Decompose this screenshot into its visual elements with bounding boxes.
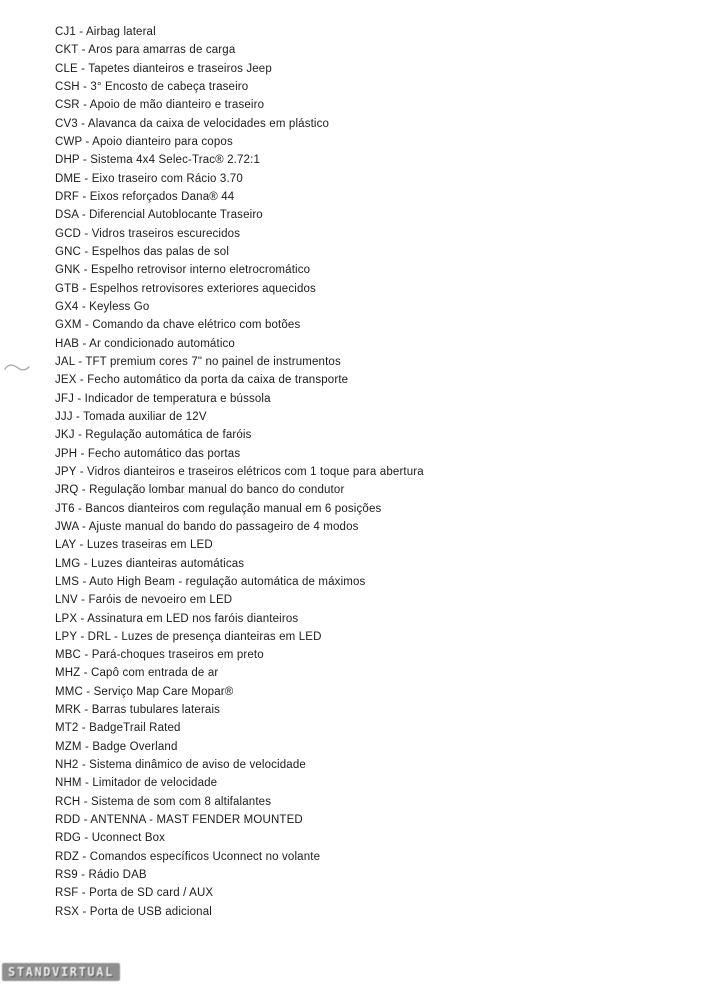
option-description: Vidros dianteiros e traseiros elétricos com 1 toque para abertura [87, 465, 424, 478]
list-item [55, 536, 697, 554]
list-item [55, 96, 697, 114]
list-item [55, 646, 697, 664]
separator: - [79, 190, 90, 203]
option-description: Diferencial Autoblocante Traseiro [89, 209, 263, 222]
option-code: JAL [55, 355, 75, 368]
option-description: Capô com entrada de ar [91, 667, 219, 680]
option-description: DRL - Luzes de presença dianteiras em LED [87, 630, 322, 643]
separator: - [74, 355, 86, 368]
list-item [55, 353, 697, 371]
list-item [55, 518, 697, 536]
list-item [55, 408, 697, 426]
option-description: Luzes traseiras em LED [86, 539, 213, 552]
separator: - [78, 209, 90, 222]
list-item [55, 573, 697, 591]
separator: - [81, 245, 92, 258]
option-code: DRF [55, 190, 80, 203]
option-code: LMS [55, 575, 80, 588]
option-description: Faróis de nevoeiro em LED [88, 594, 233, 607]
option-description: Alavanca da caixa de velocidades em plástico [87, 117, 330, 130]
separator: - [75, 26, 86, 38]
list-item [55, 903, 697, 921]
separator: - [80, 557, 92, 570]
option-description: Auto High Beam - regulação automática de máximos [89, 575, 366, 588]
separator: - [72, 410, 84, 423]
option-description: Fecho automático da porta da caixa de transporte [87, 374, 349, 387]
list-item [55, 884, 697, 902]
list-item [55, 701, 697, 719]
option-code: JKJ [55, 429, 75, 442]
list-item [55, 756, 697, 774]
separator: - [82, 135, 93, 148]
list-item [55, 683, 697, 701]
options-list [55, 23, 697, 921]
pen-mark-icon [3, 360, 31, 376]
list-item [55, 555, 697, 573]
separator: - [76, 630, 88, 643]
separator: - [81, 740, 93, 753]
separator: - [79, 337, 90, 350]
list-item [55, 170, 697, 188]
option-description: Ar condicionado automático [89, 337, 235, 350]
separator: - [81, 777, 93, 790]
separator: - [77, 612, 88, 625]
option-description: Bancos dianteiros com regulação manual em 6 posições [85, 502, 382, 515]
separator: - [79, 99, 90, 112]
option-code: MZM [55, 740, 82, 753]
list-item [55, 811, 697, 829]
option-description: ANTENNA - MAST FENDER MOUNTED [90, 814, 303, 827]
list-item [55, 115, 697, 133]
option-description: Espelho retrovisor interno eletrocromático [91, 264, 311, 277]
list-item [55, 500, 697, 518]
separator: - [77, 594, 89, 607]
option-description: Uconnect Box [91, 832, 166, 845]
watermark-logo: STANDVIRTUAL [2, 963, 120, 981]
option-code: CV3 [55, 117, 78, 130]
list-item [55, 793, 697, 811]
list-item [55, 664, 697, 682]
option-code: RSF [55, 887, 79, 900]
separator: - [81, 649, 92, 662]
option-code: HAB [55, 337, 80, 350]
option-code: NHM [55, 777, 82, 790]
option-code: JRQ [55, 484, 79, 497]
option-code: LAY [55, 539, 77, 552]
option-code: NH2 [55, 759, 79, 772]
list-item [55, 719, 697, 737]
separator: - [81, 172, 92, 185]
option-code: CSR [55, 99, 80, 112]
list-item [55, 243, 697, 261]
list-item [55, 78, 697, 96]
option-description: Sistema de som com 8 altifalantes [91, 795, 272, 808]
option-description: Apoio dianteiro para copos [92, 135, 233, 148]
list-item [55, 426, 697, 444]
option-description: Airbag lateral [85, 26, 156, 38]
option-description: Luzes dianteiras automáticas [91, 557, 245, 570]
separator: - [79, 905, 90, 918]
separator: - [77, 447, 88, 460]
option-description: Comandos específicos Uconnect no volante [89, 850, 321, 863]
list-item [55, 848, 697, 866]
option-description: Comando da chave elétrico com botões [92, 319, 301, 332]
option-description: Indicador de temperatura e bússola [84, 392, 271, 405]
separator: - [79, 154, 91, 167]
option-code: DSA [55, 209, 79, 222]
separator: - [76, 539, 87, 552]
separator: - [80, 795, 92, 808]
option-description: Tapetes dianteiros e traseiros Jeep [88, 62, 272, 75]
option-code: LNV [55, 594, 78, 607]
list-item [55, 335, 697, 353]
option-code: RCH [55, 795, 81, 808]
option-description: Rádio DAB [88, 869, 147, 882]
option-description: Ajuste manual do bando do passageiro de 4 modos [88, 520, 359, 533]
separator: - [78, 887, 90, 900]
list-item [55, 445, 697, 463]
option-description: Serviço Map Care Mopar® [93, 685, 234, 698]
list-item [55, 591, 697, 609]
option-description: Sistema dinâmico de aviso de velocidade [89, 759, 306, 772]
list-item [55, 298, 697, 316]
separator: - [78, 484, 90, 497]
option-code: CKT [55, 44, 79, 57]
separator: - [77, 117, 88, 130]
separator: - [80, 814, 91, 827]
option-description: BadgeTrail Rated [89, 722, 181, 735]
list-item [55, 133, 697, 151]
option-description: Pará-choques traseiros em preto [91, 649, 264, 662]
option-description: Barras tubulares laterais [91, 704, 221, 717]
option-description: Regulação automática de faróis [85, 429, 252, 442]
list-item [55, 316, 697, 334]
option-code: JT6 [55, 502, 75, 515]
option-description: Limitador de velocidade [92, 777, 218, 790]
list-item [55, 463, 697, 481]
separator: - [78, 722, 90, 735]
separator: - [78, 759, 90, 772]
list-item [55, 261, 697, 279]
option-code: JFJ [55, 392, 74, 405]
option-code: CSH [55, 80, 80, 93]
option-description: Tomada auxiliar de 12V [83, 410, 207, 423]
option-description: Eixos reforçados Dana® 44 [89, 190, 235, 203]
option-description: Fecho automático das portas [87, 447, 241, 460]
separator: - [78, 300, 90, 313]
separator: - [81, 832, 92, 845]
option-code: DHP [55, 154, 80, 167]
separator: - [76, 374, 88, 387]
separator: - [79, 850, 90, 863]
option-description: TFT premium cores 7" no painel de instrumentos [85, 355, 341, 368]
option-code: MT2 [55, 722, 79, 735]
list-item [55, 829, 697, 847]
option-code: JWA [55, 520, 79, 533]
option-code: MHZ [55, 667, 81, 680]
option-description: Regulação lombar manual do banco do condutor [89, 484, 345, 497]
list-item [55, 41, 697, 59]
separator: - [78, 520, 89, 533]
option-code: LPX [55, 612, 78, 625]
list-item [55, 23, 697, 41]
option-description: Porta de USB adicional [89, 905, 212, 918]
option-code: MMC [55, 685, 83, 698]
list-item [55, 60, 697, 78]
separator: - [81, 704, 92, 717]
list-item [55, 738, 697, 756]
option-code: GXM [55, 319, 82, 332]
option-code: GCD [55, 227, 82, 240]
separator: - [74, 502, 86, 515]
option-code: CLE [55, 62, 78, 75]
list-item [55, 206, 697, 224]
option-description: Espelhos das palas de sol [91, 245, 230, 258]
option-code: MBC [55, 649, 82, 662]
option-description: Keyless Go [89, 300, 150, 313]
option-description: Vidros traseiros escurecidos [91, 227, 241, 240]
option-description: Badge Overland [92, 740, 178, 753]
option-description: Espelhos retrovisores exteriores aquecidos [89, 282, 316, 295]
option-code: GTB [55, 282, 80, 295]
option-description: Apoio de mão dianteiro e traseiro [89, 99, 265, 112]
list-item [55, 225, 697, 243]
separator: - [78, 44, 89, 57]
option-code: DME [55, 172, 82, 185]
list-item [55, 371, 697, 389]
option-code: RDZ [55, 850, 80, 863]
option-code: GNK [55, 264, 81, 277]
option-code: JPH [55, 447, 78, 460]
option-code: RS9 [55, 869, 78, 882]
separator: - [79, 575, 90, 588]
separator: - [79, 282, 90, 295]
list-item [55, 390, 697, 408]
option-code: RDD [55, 814, 81, 827]
separator: - [79, 80, 91, 93]
option-code: LMG [55, 557, 81, 570]
list-item [55, 774, 697, 792]
separator: - [81, 319, 93, 332]
option-description: Porta de SD card / AUX [89, 887, 214, 900]
option-code: LPY [55, 630, 77, 643]
option-code: RSX [55, 905, 80, 918]
separator: - [74, 429, 86, 442]
separator: - [73, 392, 85, 405]
option-code: CWP [55, 135, 83, 148]
separator: - [77, 62, 89, 75]
separator: - [80, 667, 92, 680]
list-item [55, 151, 697, 169]
option-code: MRK [55, 704, 82, 717]
option-code: RDG [55, 832, 82, 845]
option-code: GX4 [55, 300, 79, 313]
list-item [55, 280, 697, 298]
separator: - [76, 465, 88, 478]
list-item [55, 866, 697, 884]
option-code: GNC [55, 245, 82, 258]
option-description: 3° Encosto de cabeça traseiro [90, 80, 249, 93]
separator: - [81, 227, 92, 240]
separator: - [77, 869, 89, 882]
option-description: Assinatura em LED nos faróis dianteiros [87, 612, 299, 625]
separator: - [80, 264, 92, 277]
list-item [55, 610, 697, 628]
option-code: JJJ [55, 410, 73, 423]
option-code: JEX [55, 374, 77, 387]
list-item [55, 628, 697, 646]
option-description: Aros para amarras de carga [88, 44, 236, 57]
list-item [55, 188, 697, 206]
option-code: JPY [55, 465, 77, 478]
option-description: Eixo traseiro com Rácio 3.70 [91, 172, 243, 185]
list-item [55, 481, 697, 499]
separator: - [82, 685, 94, 698]
option-description: Sistema 4x4 Selec-Trac® 2.72:1 [90, 154, 260, 167]
option-code: CJ1 [55, 26, 76, 38]
